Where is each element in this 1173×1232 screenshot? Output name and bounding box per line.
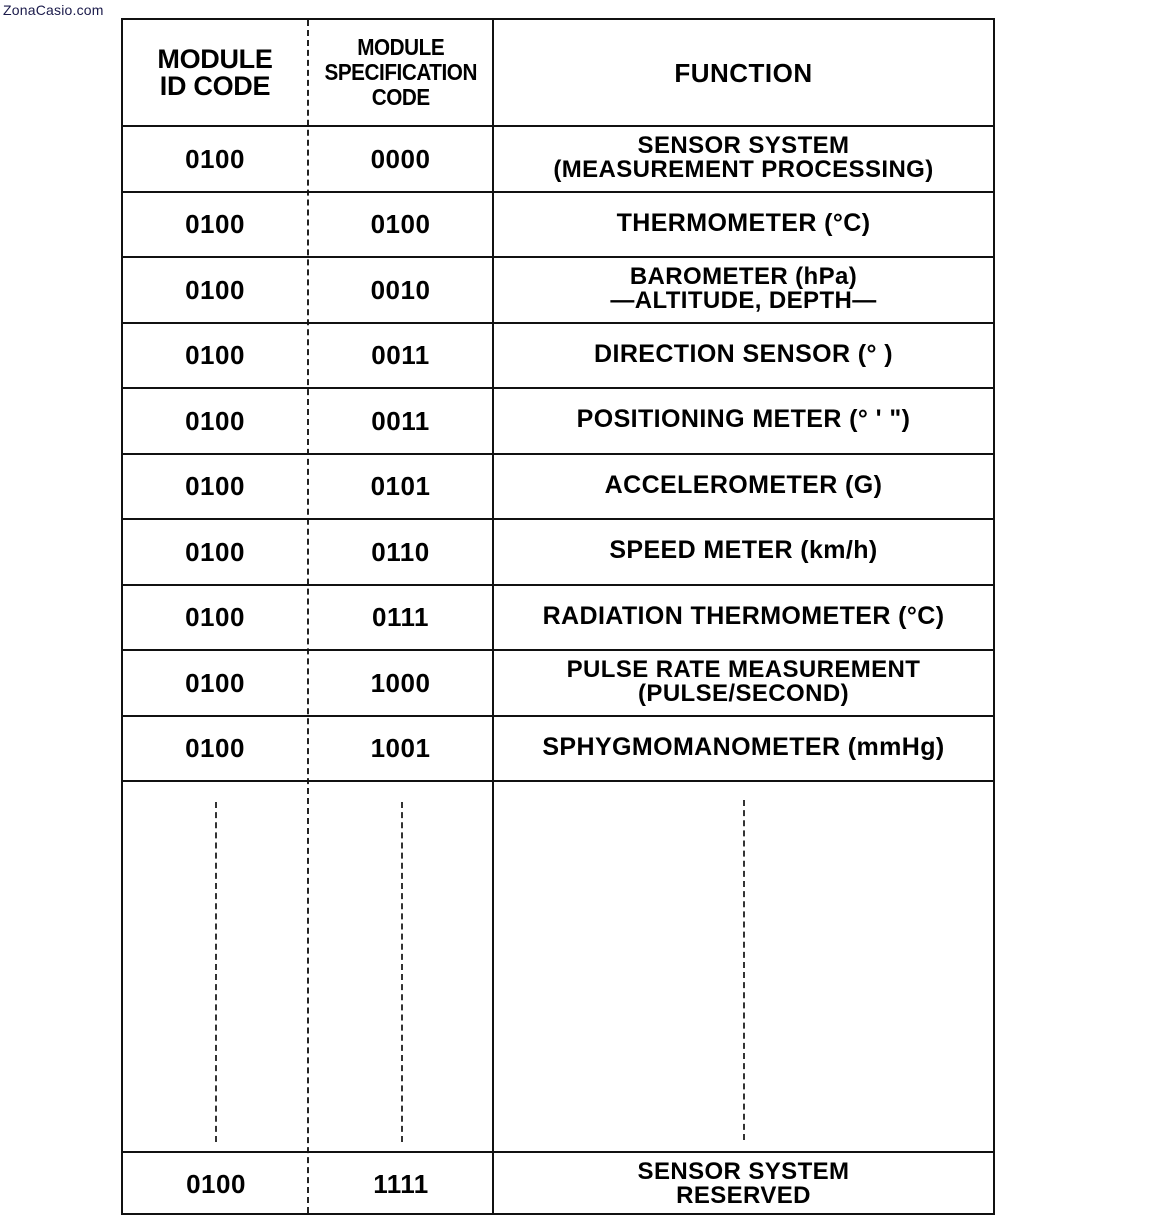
cell-module-id-code: 0100 — [185, 733, 245, 764]
cell-function — [494, 455, 993, 517]
header-module-specification-code — [309, 20, 492, 125]
function-line: —ALTITUDE, DEPTH— — [610, 286, 877, 314]
header-line: CODE — [371, 83, 430, 110]
cell-function — [494, 193, 993, 255]
cell-function — [494, 520, 993, 582]
cell-module-spec-code: 0000 — [370, 143, 431, 174]
cell-module-id-code: 0100 — [185, 602, 245, 633]
cell-module-id-code: 0100 — [185, 667, 245, 698]
function-line: POSITIONING METER (° ' ") — [576, 405, 911, 434]
function-line: SPEED METER (km/h) — [609, 536, 878, 565]
cell-function — [494, 717, 993, 779]
cell-module-spec-code: 1111 — [373, 1169, 429, 1199]
cell-module-spec-code: 0100 — [370, 209, 431, 240]
cell-module-id-code: 0100 — [185, 536, 245, 567]
cell-module-spec-code: 0011 — [371, 405, 430, 436]
function-line: BAROMETER (hPa) — [629, 263, 858, 291]
cell-module-spec-code: 1001 — [370, 733, 431, 764]
module-code-table — [121, 18, 995, 1215]
function-line: (MEASUREMENT PROCESSING) — [553, 155, 934, 183]
header-line: ID CODE — [159, 70, 271, 101]
cell-module-id-code: 0100 — [186, 1169, 246, 1199]
cell-function — [494, 651, 993, 713]
function-line: SPHYGMOMANOMETER (mmHg) — [542, 732, 945, 761]
cell-module-id-code: 0100 — [185, 405, 245, 436]
cell-function — [494, 389, 993, 451]
function-line: RADIATION THERMOMETER (°C) — [542, 601, 945, 630]
cell-module-id-code: 0100 — [185, 274, 245, 305]
cell-module-id-code: 0100 — [185, 340, 245, 371]
cell-module-id-code: 0100 — [185, 209, 245, 240]
continuation-dots-id — [215, 802, 217, 1142]
function-line: ACCELEROMETER (G) — [604, 470, 883, 499]
continuation-dots-function — [743, 800, 745, 1140]
cell-function — [494, 324, 993, 386]
cell-module-spec-code: 0010 — [370, 274, 431, 305]
header-line: SPECIFICATION — [324, 59, 477, 86]
function-line: PULSE RATE MEASUREMENT — [566, 656, 921, 684]
header-line: MODULE — [157, 44, 273, 75]
function-line: RESERVED — [676, 1182, 811, 1209]
cell-module-spec-code: 0101 — [370, 471, 431, 502]
cell-function — [494, 1153, 993, 1215]
cell-module-spec-code: 0110 — [371, 536, 430, 567]
header-function: FUNCTION — [674, 57, 813, 88]
cell-module-spec-code: 0011 — [371, 340, 430, 371]
header-module-id-code — [123, 20, 307, 125]
cell-module-spec-code: 0111 — [372, 602, 429, 633]
function-line: SENSOR SYSTEM — [637, 132, 850, 160]
cell-module-id-code: 0100 — [185, 471, 245, 502]
cell-module-spec-code: 1000 — [370, 667, 431, 698]
function-line: THERMOMETER (°C) — [616, 208, 871, 237]
continuation-dots-spec — [401, 802, 403, 1142]
function-line: (PULSE/SECOND) — [638, 679, 849, 707]
cell-function — [494, 127, 993, 189]
cell-function — [494, 258, 993, 320]
function-line: SENSOR SYSTEM — [637, 1158, 850, 1186]
watermark: ZonaCasio.com — [3, 2, 104, 18]
header-line: MODULE — [356, 34, 444, 61]
row-separator — [123, 780, 993, 782]
cell-module-id-code: 0100 — [185, 143, 245, 174]
cell-function — [494, 586, 993, 648]
function-line: DIRECTION SENSOR (° ) — [594, 339, 893, 368]
